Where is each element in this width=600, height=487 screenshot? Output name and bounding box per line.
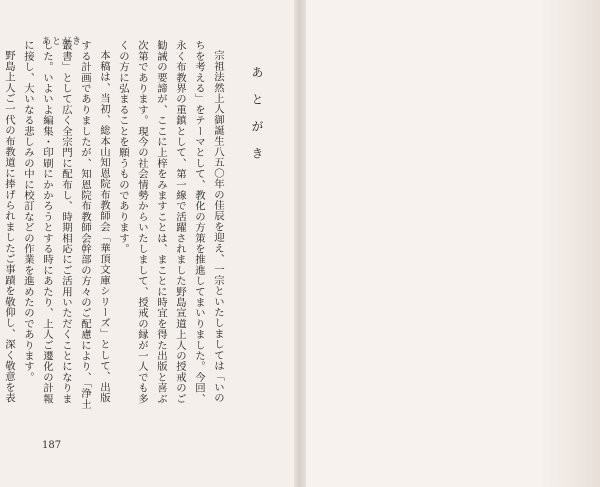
paragraph-2: 本稿は、当初、総本山知恩院布教師会「華頂文庫シリーズ」として、出版する計画でありましたが、知恩院布教師会幹部の方々のご配慮により、「浄土叢書」として広く全宗門に配布し、時期相応にご活用いただくことになりました。いよいよ編集・印刷にかかろうとする時にあたり、上人ご遷化の計報に接し、大いなる悲しみの中に校訂などの作業を進めたのであります。 [22,40,110,410]
paragraph-3: 野島上人ご一代の布教道に捧げられましたご事蹟を敬仰し、深く敬意を表 [3,50,15,404]
page-number: 187 [42,440,62,451]
left-page [0,0,298,487]
running-head: あとがき [42,37,83,47]
chapter-title: あとがき [250,66,264,174]
book-gutter [294,0,306,487]
paragraph-1: 宗祖法然上人御誕生八五〇年の佳辰を迎え、一宗といたしましては「いのちを考える」をテーマとして、教化の方策を推進してまいりました。今回、永く布教界の重鎮として、第一線で活躍されました野島宣道上人の授戒のご勧誡の要諦が、ここに上梓をみますことは、まことに時宜を得た出版と喜ぶ次第であります。現今の社会情勢からいたしまして、授戒の縁が一人でも多くの方に弘まることを願うものであります。 [117,40,224,404]
afterword-text [3,40,266,412]
page-edge-shading [540,0,600,487]
